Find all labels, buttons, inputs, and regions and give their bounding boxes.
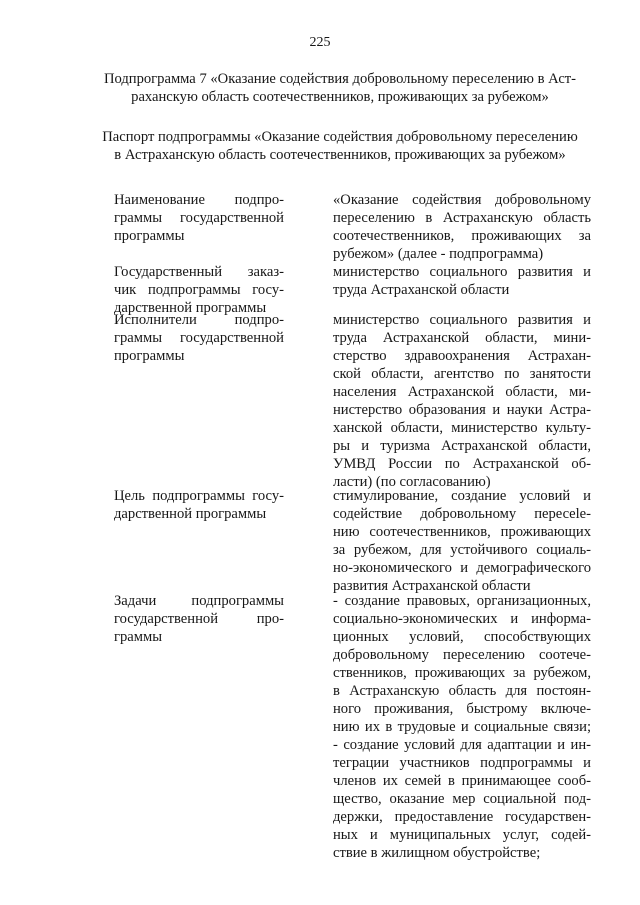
value-line: щество, оказание мер социальной под- — [333, 791, 591, 807]
value-line: в Астраханскую область для постоян- — [333, 683, 591, 699]
value-line: держки, предоставление государствен- — [333, 809, 591, 825]
label-subprogram-name — [114, 191, 284, 245]
label-state-customer — [114, 263, 284, 317]
value-state-customer — [333, 263, 591, 299]
passport-title-line: в Астраханскую область соотечественников, проживающих за рубежом» — [114, 147, 566, 163]
subprogram-title-line: раханскую область соотечественников, проживающих за рубежом» — [131, 89, 549, 105]
value-goal — [333, 487, 591, 595]
label-line: программы — [114, 348, 185, 364]
value-subprogram-name — [333, 191, 591, 263]
subprogram-title — [90, 70, 590, 106]
value-line: теграции участников подпрограммы и — [333, 755, 591, 771]
value-line: переселению в Астраханскую область — [333, 210, 591, 226]
value-line: соотечественников, проживающих за — [333, 228, 591, 244]
value-line: ных и муниципальных услуг, содей- — [333, 827, 591, 843]
label-line: дарственной программы — [114, 300, 267, 316]
label-line: Исполнители подпро- — [114, 312, 284, 328]
value-line: нию соотечественников, проживающих — [333, 524, 591, 540]
value-line: но-экономического и демографического — [333, 560, 591, 576]
value-line: - создание условий для адаптации и ин- — [333, 737, 591, 753]
value-line: ствие в жилищном обустройстве; — [333, 845, 541, 861]
value-line: труда Астраханской области — [333, 282, 510, 298]
label-line: чик подпрограммы госу- — [114, 282, 284, 298]
label-tasks — [114, 592, 284, 646]
label-goal — [114, 487, 284, 523]
value-line: - создание правовых, организационных, — [333, 593, 591, 609]
value-line: УМВД России по Астраханской об- — [333, 456, 591, 472]
label-line: дарственной программы — [114, 506, 267, 522]
value-line: министерство социального развития и — [333, 264, 591, 280]
value-line: ционных условий, способствующих — [333, 629, 591, 645]
value-line: рубежом» (далее - подпрограмма) — [333, 246, 544, 262]
value-line: ханской области, министерство культу- — [333, 420, 591, 436]
value-line: «Оказание содействия добровольному — [333, 192, 591, 208]
value-tasks — [333, 592, 591, 862]
label-line: Государственный заказ- — [114, 264, 284, 280]
label-line: граммы — [114, 629, 163, 645]
value-line: стимулирование, создание условий и — [333, 488, 591, 504]
value-line: ской области, агентство по занятости — [333, 366, 591, 382]
value-line: развития Астраханской области — [333, 578, 531, 594]
value-line: социально-экономических и информа- — [333, 611, 591, 627]
label-line: государственной про- — [114, 611, 284, 627]
page-number: 225 — [309, 35, 331, 50]
value-line: труда Астраханской области, мини- — [333, 330, 591, 346]
value-line: стерство здравоохранения Астрахан- — [333, 348, 591, 364]
value-line: ры и туризма Астраханской области, — [333, 438, 591, 454]
value-line: министерство социального развития и — [333, 312, 591, 328]
passport-title-line: Паспорт подпрограммы «Оказание содействия добровольному переселению — [102, 129, 578, 145]
value-line: за рубежом, для устойчивого социаль- — [333, 542, 591, 558]
label-line: граммы государственной — [114, 210, 284, 226]
value-line: ласти) (по согласованию) — [333, 474, 491, 490]
value-line: населения Астраханской области, ми- — [333, 384, 591, 400]
value-line: членов их семей в принимающее сооб- — [333, 773, 591, 789]
value-line: ственников, проживающих за рубежом, — [333, 665, 591, 681]
label-line: граммы государственной — [114, 330, 284, 346]
value-line: нистерство образования и науки Астра- — [333, 402, 591, 418]
label-executors — [114, 311, 284, 365]
value-line: содействие добровольному пересele- — [333, 506, 591, 522]
label-line: программы — [114, 228, 185, 244]
label-line: Цель подпрограммы госу- — [114, 488, 284, 504]
passport-title — [90, 128, 590, 164]
subprogram-title-line: Подпрограмма 7 «Оказание содействия добровольному переселению в Аст- — [103, 71, 577, 87]
value-line: нию их в трудовые и социальные связи; — [333, 719, 591, 735]
label-line: Наименование подпро- — [114, 192, 284, 208]
label-line: Задачи подпрограммы — [114, 593, 284, 609]
value-line: ного проживания, быстрому включе- — [333, 701, 591, 717]
value-executors — [333, 311, 591, 491]
value-line: добровольному переселению соотече- — [333, 647, 591, 663]
